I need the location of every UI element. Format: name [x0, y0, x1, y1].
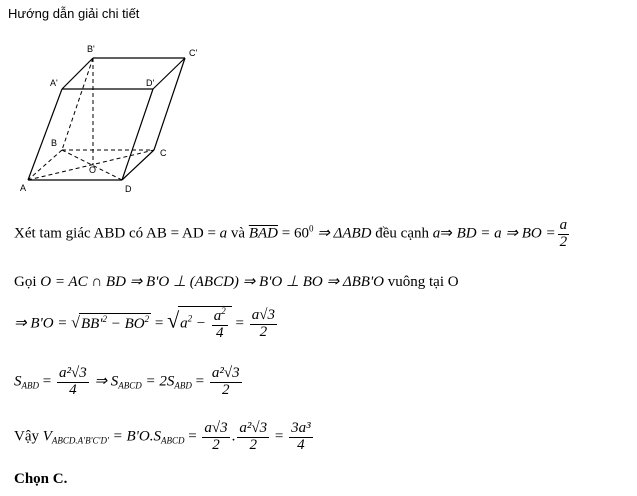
edge-B'A': [62, 58, 93, 89]
edge-A'A: [28, 89, 62, 180]
solution-line-3: ⇒ $B'O = √BB'^2 - BO^2 = √a^2$ − $\frac{a^2}{4}$ = $\frac{a√3}{2}$: [14, 306, 275, 341]
solution-line-5: Vậy $V_{ABCD.A'B'C'D'} = B'O.S_{ABCD}$ = $\frac{a√3}{2}$ . $\frac{\text{a²√3}}{2}$ = $\frac{\text{3a³}}{4}$: [14, 420, 311, 453]
label-C': C': [189, 48, 198, 58]
solution-line-1: Xét tam giác ABD có AB = AD = a và $\overline{BAD} = 60^0$ ⇒ ΔABD đều cạnh a⇒ BD = a ⇒ BO = $\frac{a}{2}$: [14, 217, 568, 250]
fraction-volume-result: $\frac{\text{3a³}}{4}$: [291, 420, 311, 453]
label-B': B': [87, 44, 95, 54]
label-A': A': [50, 78, 58, 88]
label-O: O: [89, 165, 97, 175]
radical-1: $BB'^2 - BO^2$: [80, 313, 150, 332]
edge-C'C: [154, 58, 185, 150]
label-B: B: [51, 138, 58, 148]
answer-text: Chọn C.: [14, 471, 68, 487]
solution-line-4: $S_{ABD}$ = $\frac{\text{a²√3}}{4}$ ⇒ $S_{ABCD} = 2S_{ABD}$ = $\frac{\text{a²√3}}{2}$: [14, 365, 240, 398]
angle-BAD: $\overline{BAD}$: [248, 225, 278, 242]
edge-B'B-hidden: [62, 58, 93, 150]
heading: Hướng dẫn giải chi tiết: [8, 6, 140, 21]
edge-D'D: [122, 89, 153, 180]
parallelepiped-figure: [0, 30, 230, 205]
label-D': D': [146, 78, 155, 88]
label-A: A: [20, 183, 27, 193]
fraction-a-over-2: $\frac{a}{2}$: [559, 217, 568, 250]
fraction-area-abd: $\frac{\text{a²√3}}{4}$: [58, 365, 87, 398]
solution-line-2: Gọi O = AC ∩ BD ⇒ B'O ⊥ (ABCD) ⇒ B'O ⊥ BO ⇒ ΔBB'O vuông tại O: [14, 274, 459, 290]
label-C: C: [160, 148, 167, 158]
fraction-a-root3-over-2: $\frac{a√3}{2}$: [251, 307, 275, 340]
fraction-area-abcd: $\frac{\text{a²√3}}{2}$: [211, 365, 240, 398]
radical-2: $a^2$ − $\frac{a^2}{4}$: [178, 306, 232, 342]
label-D: D: [125, 184, 132, 194]
